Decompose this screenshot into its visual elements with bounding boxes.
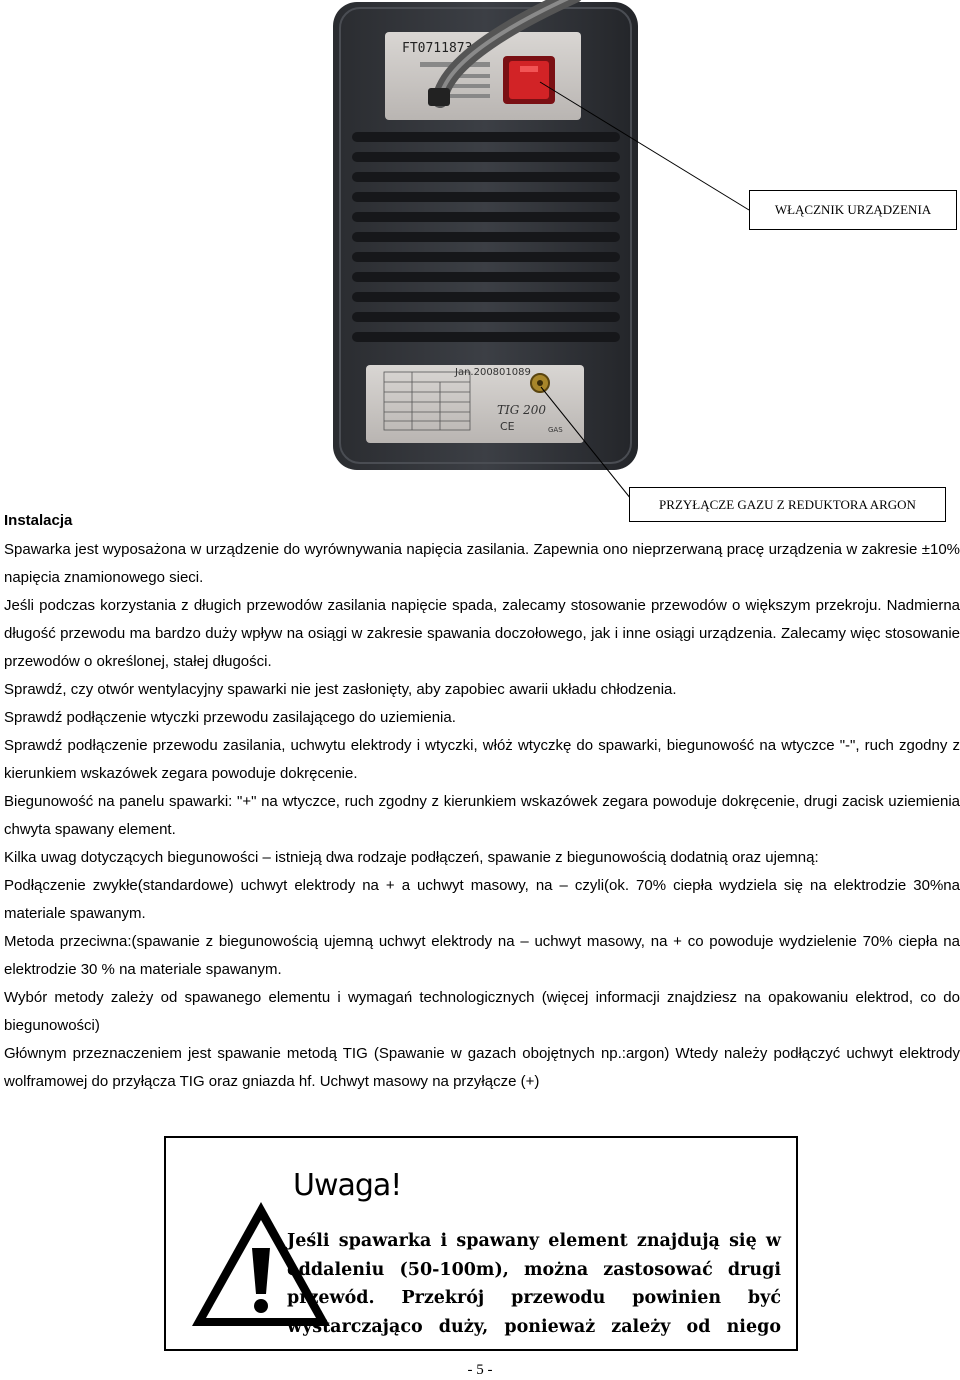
serial-label: FT0711873 [402, 41, 473, 56]
model-label: TIG 200 [497, 403, 547, 417]
date-label: Jan.200801089 [455, 367, 531, 378]
warning-box [164, 1136, 798, 1351]
page-number: - 5 - [467, 1362, 493, 1378]
warning-title: Uwaga! [293, 1168, 402, 1203]
paragraph: Głównym przeznaczeniem jest spawanie metodą TIG (Spawanie w gazach obojętnych np.:argon) Wtedy należy podłączyć uchwyt elektrody wolframowej do przyłącza TIG oraz gniazda hf. Uchwyt masowy na przyłącze (+) [4, 1045, 960, 1090]
paragraph: Wybór metody zależy od spawanego elementu i wymagań technologicznych (więcej informacji znajdziesz na opakowaniu elektrod, co do biegunowości) [4, 989, 960, 1034]
section-heading: Instalacja [4, 512, 73, 529]
paragraph: Podłączenie zwykłe(standardowe) uchwyt elektrody na + a uchwyt masowy, na – czyli(ok. 70% ciepła wydziela się na elektrodzie 30%na materiale spawanym. [4, 877, 960, 922]
body-text [4, 536, 960, 1096]
paragraph: Kilka uwag dotyczących biegunowości – istnieją dwa rodzaje podłączeń, spawanie z biegunowością dodatnią oraz ujemną: [4, 849, 819, 866]
callout-gas-connector [629, 487, 946, 522]
paragraph: Metoda przeciwna:(spawanie z biegunowością ujemną uchwyt elektrody na – uchwyt masowy, na + co powoduje wydzielenie 70% ciepła na elektrodzie 30 % na materiale spawanym. [4, 933, 960, 978]
paragraph: Biegunowość na panelu spawarki: "+" na wtyczce, ruch zgodny z kierunkiem wskazówek zegara powoduje dokręcenie, drugi zacisk uziemienia chwyta spawany element. [4, 793, 960, 838]
gas-label: GAS [548, 426, 563, 434]
paragraph: Sprawdź podłączenie przewodu zasilania, uchwytu elektrody i wtyczki, włóż wtyczkę do spawarki, biegunowość na wtyczce "-", ruch zgodny z kierunkiem wskazówek zegara powoduje dokręcenie. [4, 737, 960, 782]
callout-gas-connector-text: PRZYŁĄCZE GAZU Z REDUKTORA ARGON [659, 496, 916, 512]
paragraph: Sprawdź, czy otwór wentylacyjny spawarki nie jest zasłonięty, aby zapobiec awarii układu chłodzenia. [4, 681, 677, 698]
paragraph: Sprawdź podłączenie wtyczki przewodu zasilającego do uziemienia. [4, 709, 456, 726]
warning-text: Jeśli spawarka i spawany element znajdują się w oddaleniu (50-100m), można zastosować drugi przewód. Przekrój przewodu powinien być wystarczająco duży, ponieważ zależy od niego [287, 1231, 781, 1337]
callout-power-switch-text: WŁĄCZNIK URZĄDZENIA [774, 202, 932, 217]
callout-power-switch [749, 190, 957, 230]
welder-photo [0, 0, 960, 530]
paragraph: Spawarka jest wyposażona w urządzenie do wyrównywania napięcia zasilania. Zapewnia ono nieprzerwaną pracę urządzenia w zakresie ±10% napięcia znamionowego sieci. [4, 541, 960, 586]
paragraph: Jeśli podczas korzystania z długich przewodów zasilania napięcie spada, zalecamy stosowanie przewodów o większym przekroju. Nadmierna długość przewodu ma bardzo duży wpływ na osiągi w zakresie spawania doczołowego, jak i inne osiągi urządzenia. Zalecamy więc stosowanie przewodów o określonej, stałej długości. [4, 597, 960, 670]
ce-mark: CE [500, 420, 515, 433]
